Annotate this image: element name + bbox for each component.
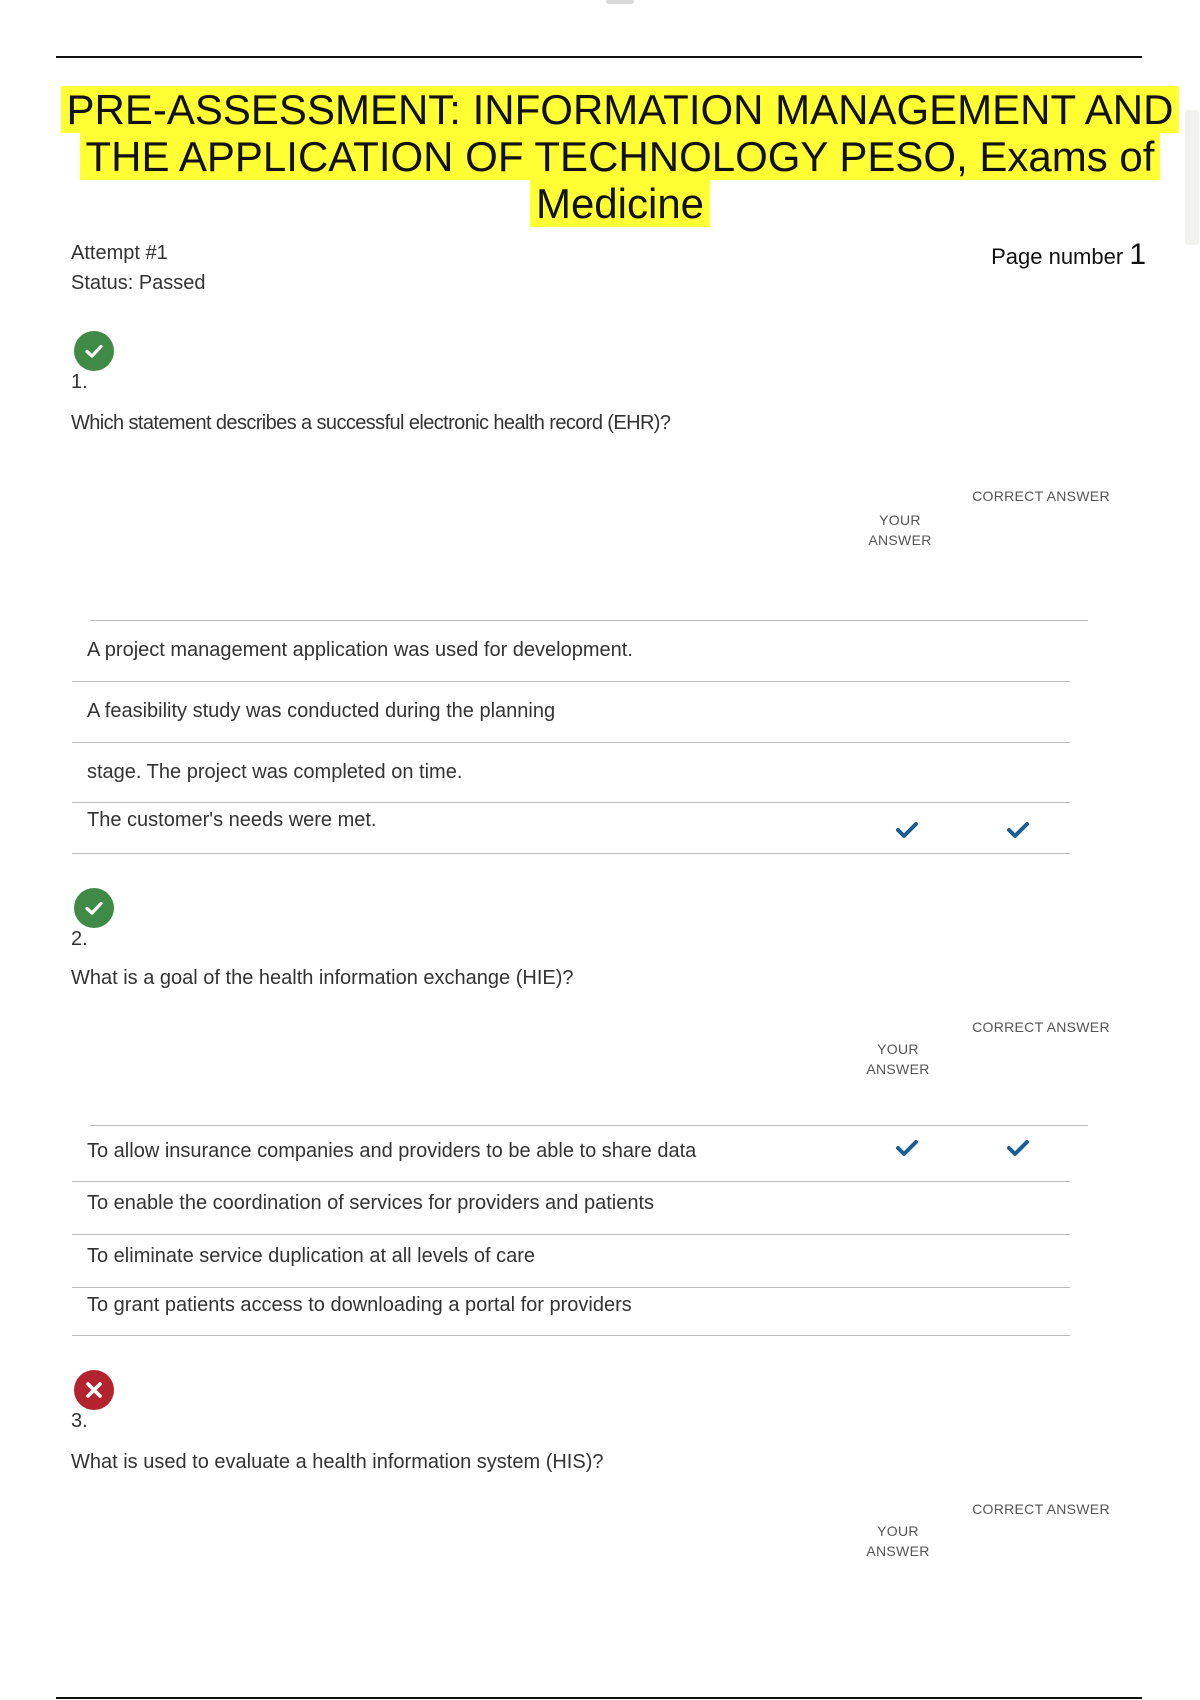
- correct-status-icon: [74, 888, 114, 928]
- table-divider: [72, 1181, 1070, 1182]
- correct-answer-header: CORRECT ANSWER: [972, 1019, 1110, 1035]
- question-number: 3.: [71, 1410, 88, 1432]
- title-line-1: PRE-ASSESSMENT: INFORMATION MANAGEMENT AND: [61, 86, 1180, 133]
- your-answer-header: [858, 1521, 938, 1561]
- your-answer-header-line1: YOUR: [877, 1041, 919, 1057]
- question-text: Which statement describes a successful electronic health record (EHR)?: [71, 412, 671, 434]
- incorrect-status-icon: [74, 1370, 114, 1410]
- correct-answer-header: CORRECT ANSWER: [972, 1501, 1110, 1517]
- top-rule: [56, 56, 1142, 58]
- your-answer-checkmark-icon: [895, 821, 919, 839]
- table-divider: [72, 1335, 1070, 1336]
- attempt-label: Attempt #1: [71, 242, 168, 264]
- correct-answer-header: CORRECT ANSWER: [972, 488, 1110, 504]
- your-answer-checkmark-icon: [895, 1139, 919, 1157]
- answer-option[interactable]: To grant patients access to downloading a portal for providers: [87, 1294, 632, 1316]
- table-divider: [72, 681, 1070, 682]
- table-divider: [72, 802, 1070, 803]
- table-divider: [90, 1125, 1088, 1126]
- answer-option[interactable]: stage. The project was completed on time.: [87, 761, 463, 783]
- check-circle-icon: [82, 896, 106, 920]
- title-line-3: Medicine: [530, 180, 710, 227]
- your-answer-header-line2: ANSWER: [868, 532, 932, 548]
- answer-option[interactable]: To eliminate service duplication at all levels of care: [87, 1245, 535, 1267]
- your-answer-header-line1: YOUR: [879, 512, 921, 528]
- correct-answer-checkmark-icon: [1006, 1139, 1030, 1157]
- page-top-mark: [606, 0, 634, 4]
- your-answer-header-line2: ANSWER: [866, 1543, 930, 1559]
- your-answer-header: [860, 510, 940, 550]
- x-circle-icon: [82, 1378, 106, 1402]
- page-number: [991, 238, 1146, 272]
- question-number: 2.: [71, 928, 88, 950]
- page-number-value: 1: [1129, 238, 1146, 271]
- answer-option[interactable]: A feasibility study was conducted during the planning: [87, 700, 556, 722]
- table-divider: [90, 620, 1088, 621]
- your-answer-header: [858, 1039, 938, 1079]
- question-text: What is used to evaluate a health information system (HIS)?: [71, 1451, 604, 1473]
- answer-option[interactable]: A project management application was used for development.: [87, 639, 633, 661]
- document-title: [40, 86, 1200, 227]
- question-number: 1.: [71, 371, 88, 393]
- answer-option[interactable]: To enable the coordination of services for providers and patients: [87, 1192, 655, 1214]
- title-line-2: THE APPLICATION OF TECHNOLOGY PESO, Exams of: [80, 133, 1161, 180]
- table-divider: [72, 853, 1070, 854]
- your-answer-header-line1: YOUR: [877, 1523, 919, 1539]
- correct-status-icon: [74, 331, 114, 371]
- status-label: Status: Passed: [71, 272, 206, 294]
- table-divider: [72, 1287, 1070, 1288]
- your-answer-header-line2: ANSWER: [866, 1061, 930, 1077]
- correct-answer-checkmark-icon: [1006, 821, 1030, 839]
- table-divider: [72, 742, 1070, 743]
- page-number-label: Page number: [991, 244, 1124, 269]
- table-divider: [72, 1234, 1070, 1235]
- question-text: What is a goal of the health information exchange (HIE)?: [71, 967, 574, 989]
- bottom-rule: [56, 1697, 1142, 1699]
- answer-option[interactable]: To allow insurance companies and providers to be able to share data: [87, 1140, 697, 1162]
- check-circle-icon: [82, 339, 106, 363]
- answer-option[interactable]: The customer's needs were met.: [87, 809, 377, 831]
